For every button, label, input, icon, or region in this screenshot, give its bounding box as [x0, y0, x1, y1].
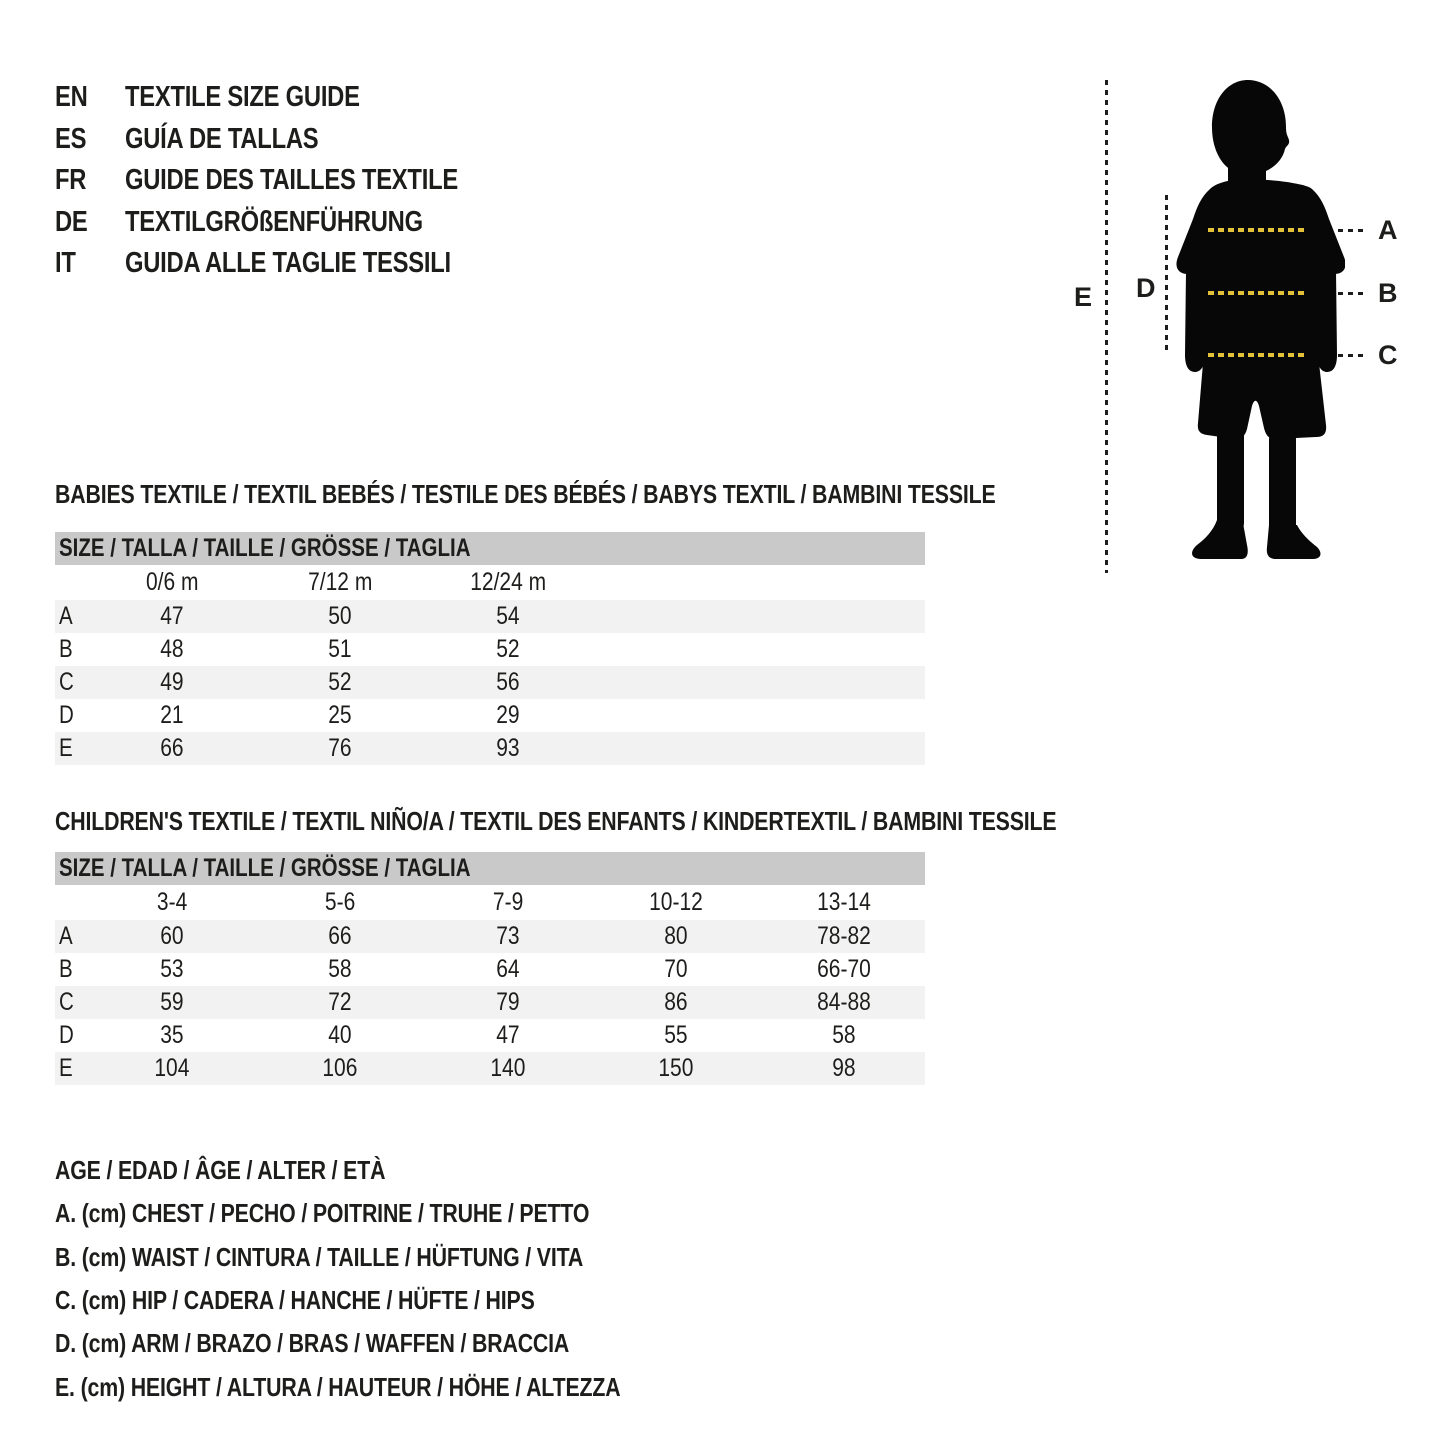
silhouette-head	[1212, 80, 1289, 175]
guide-title-es: GUÍA DE TALLAS	[125, 122, 319, 155]
column-header: 7/12 m	[307, 568, 373, 596]
chest-measure-dashes	[1208, 228, 1306, 232]
table-row: A 60 66 73 80 78-82	[55, 920, 925, 953]
language-code: IT	[55, 247, 76, 280]
babies-size-header: SIZE / TALLA / TAILLE / GRÖSSE / TAGLIA	[55, 532, 925, 565]
table-row: E 66 76 93	[55, 732, 925, 765]
table-row: E 104 106 140 150 98	[55, 1052, 925, 1085]
legend-chest: A. (cm) CHEST / PECHO / POITRINE / TRUHE / PETTO	[55, 1198, 590, 1229]
table-row: C 59 72 79 86 84-88	[55, 986, 925, 1019]
language-row-es	[55, 119, 531, 161]
legend-hip: C. (cm) HIP / CADERA / HANCHE / HÜFTE / HIPS	[55, 1285, 535, 1316]
height-measure-line-e	[1105, 80, 1108, 573]
row-label: B	[59, 635, 73, 663]
measure-label-c: C	[1378, 340, 1398, 370]
children-column-headers	[55, 885, 925, 920]
waist-measure-dashes	[1208, 291, 1306, 295]
children-size-header: SIZE / TALLA / TAILLE / GRÖSSE / TAGLIA	[55, 852, 925, 885]
measure-label-e: E	[1074, 282, 1093, 312]
language-row-de	[55, 202, 531, 244]
silhouette-right-arm	[1316, 268, 1337, 372]
language-code: DE	[55, 205, 88, 238]
column-header: 10-12	[649, 888, 703, 916]
guide-title-de: TEXTILGRÖßENFÜHRUNG	[125, 205, 423, 238]
row-label: A	[59, 602, 73, 630]
language-code: EN	[55, 81, 88, 114]
measure-label-b: B	[1378, 278, 1398, 308]
row-label: D	[59, 701, 74, 729]
measurement-legend	[55, 1149, 745, 1409]
table-row: D 35 40 47 55 58	[59, 1021, 856, 1049]
silhouette-right-shoe	[1267, 525, 1321, 559]
column-header: 7-9	[492, 888, 524, 916]
row-label: A	[59, 922, 73, 950]
guide-title-it: GUIDA ALLE TAGLIE TESSILI	[125, 247, 451, 280]
silhouette-right-leg	[1269, 427, 1296, 539]
babies-size-table	[55, 532, 925, 765]
column-header: 13-14	[817, 888, 871, 916]
table-row: D 21 25 29	[59, 701, 520, 729]
guide-title-en: TEXTILE SIZE GUIDE	[125, 81, 360, 114]
column-header: 5-6	[324, 888, 356, 916]
legend-height: E. (cm) HEIGHT / ALTURA / HAUTEUR / HÖHE / ALTEZZA	[55, 1371, 621, 1402]
table-row: B 53 58 64 70 66-70	[59, 955, 871, 983]
language-row-en	[55, 77, 531, 119]
row-label: D	[59, 1021, 74, 1049]
legend-waist: B. (cm) WAIST / CINTURA / TAILLE / HÜFTUNG / VITA	[55, 1241, 584, 1272]
guide-title-fr: GUIDE DES TAILLES TEXTILE	[125, 164, 458, 197]
silhouette-shorts	[1198, 363, 1326, 439]
language-code: FR	[55, 164, 87, 197]
measure-label-a: A	[1378, 215, 1398, 245]
hip-measure-dashes	[1208, 353, 1306, 357]
silhouette-left-arm	[1185, 268, 1206, 372]
language-code: ES	[55, 122, 87, 155]
child-silhouette	[1170, 75, 1345, 570]
arm-measure-line-d	[1165, 195, 1168, 352]
legend-arm: D. (cm) ARM / BRAZO / BRAS / WAFFEN / BRACCIA	[55, 1328, 570, 1359]
children-section-title: CHILDREN'S TEXTILE / TEXTIL NIÑO/A / TEXTIL DES ENFANTS / KINDERTEXTIL / BAMBINI TESSILE	[55, 806, 1057, 836]
row-label: E	[59, 1054, 73, 1082]
language-title-block	[55, 77, 531, 285]
silhouette-left-leg	[1217, 423, 1244, 535]
column-header: 3-4	[156, 888, 188, 916]
column-header: 12/24 m	[470, 568, 546, 596]
babies-column-headers	[55, 565, 925, 600]
language-row-fr	[55, 160, 531, 202]
babies-section-title: BABIES TEXTILE / TEXTIL BEBÉS / TESTILE DES BÉBÉS / BABYS TEXTIL / BAMBINI TESSILE	[55, 479, 996, 509]
row-label: C	[59, 668, 74, 696]
table-row: A 47 50 54	[55, 600, 925, 633]
row-label: B	[59, 955, 73, 983]
table-row: C 49 52 56	[55, 666, 925, 699]
language-row-it	[55, 243, 531, 285]
table-row: B 48 51 52	[59, 635, 520, 663]
children-size-table	[55, 852, 925, 1085]
row-label: C	[59, 988, 74, 1016]
column-header: 0/6 m	[145, 568, 199, 596]
legend-age: AGE / EDAD / ÂGE / ALTER / ETÀ	[55, 1155, 386, 1186]
row-label: E	[59, 734, 73, 762]
silhouette-left-shoe	[1192, 520, 1248, 559]
measure-label-d: D	[1136, 273, 1156, 303]
